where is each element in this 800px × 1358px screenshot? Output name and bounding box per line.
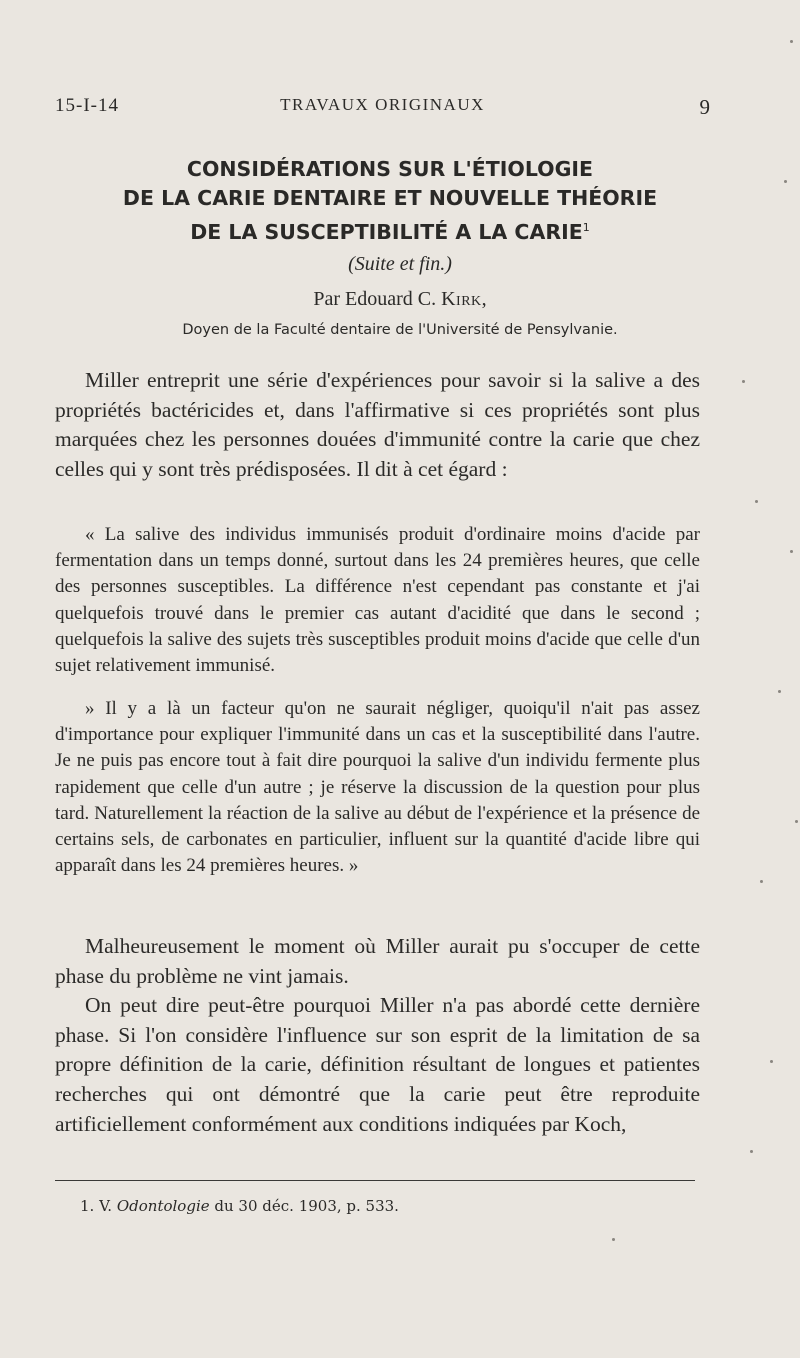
title-line-3-wrapper — [40, 213, 740, 247]
byline — [0, 288, 800, 311]
header-section: TRAVAUX ORIGINAUX — [280, 95, 485, 114]
quotation-paragraph-1: « La salive des individus immunisés produit d'ordinaire moins d'acide par fermentation dans un temps donné, surtout dans les 24 premières heures, que celle des personnes susceptibles. La différence n'est cependant pas constante et j'ai quelquefois trouvé dans le premier cas autant d'acidité que dans le second ; quelquefois la salive des sujets très susceptibles produit moins d'acide que celle d'un sujet relativement immunisé. — [55, 524, 700, 677]
page-number: 9 — [699, 95, 710, 119]
title-line-2: DE LA CARIE DENTAIRE ET NOUVELLE THÉORIE — [122, 186, 658, 210]
byline-prefix: Par Edouard C. — [313, 288, 442, 310]
footnote-number: 1. — [80, 1197, 95, 1215]
footnote-divider — [55, 1180, 695, 1181]
footnote-citation: du 30 déc. 1903, p. 533. — [214, 1197, 399, 1215]
footnote — [80, 1197, 399, 1215]
title-line-3: DE LA SUSCEPTIBILITÉ A LA CARIE — [190, 219, 583, 244]
footnote-prefix: V. — [99, 1197, 113, 1215]
body-paragraph-3: On peut dire peut-être pourquoi Miller n'a pas abordé cette dernière phase. Si l'on considère l'influence sur son esprit de la limitation de sa propre définition de la carie, définition résultant de longues et patientes recherches qui ont démontré que la carie peut être reproduite artificiellement conformément aux conditions indiquées par Koch, — [55, 993, 700, 1136]
footnote-journal: Odontologie — [116, 1197, 210, 1215]
title-line-1: CONSIDÉRATIONS SUR L'ÉTIOLOGIE — [186, 157, 594, 181]
quotation-paragraph-2: » Il y a là un facteur qu'on ne saurait négliger, quoiqu'il n'ait pas assez d'importance pour expliquer l'immunité dans un cas et la susceptibilité dans l'autre. Je ne puis pas encore tout à fait dire pourquoi la salive d'un individu fermente plus rapidement que celle d'un autre ; je réserve la discussion de la question pour plus tard. Naturellement la réaction de la salive au début de l'expérience et la présence de certains sels, de carbonates en particulier, influent sur la quantité d'acide libre qui apparaît dans les 24 premières heures. » — [55, 698, 700, 877]
body-paragraph-1: Miller entreprit une série d'expériences pour savoir si la salive a des propriétés bactéricides et, dans l'affirmative si ces propriétés sont plus marquées chez les personnes douées d'immunité contre la carie que chez celles qui y sont très prédisposées. Il dit à cet égard : — [55, 368, 700, 482]
subtitle: (Suite et fin.) — [348, 253, 452, 275]
footnote-reference: 1 — [582, 221, 590, 234]
running-header — [55, 95, 710, 125]
author-name: Kirk — [441, 288, 482, 310]
byline-suffix: , — [481, 288, 487, 310]
author-affiliation: Doyen de la Faculté dentaire de l'Université de Pensylvanie. — [182, 322, 618, 338]
body-paragraph-2: Malheureusement le moment où Miller aurait pu s'occuper de cette phase du problème ne vint jamais. — [55, 934, 700, 988]
header-date: 15-I-14 — [55, 95, 119, 116]
article-title — [40, 155, 740, 247]
